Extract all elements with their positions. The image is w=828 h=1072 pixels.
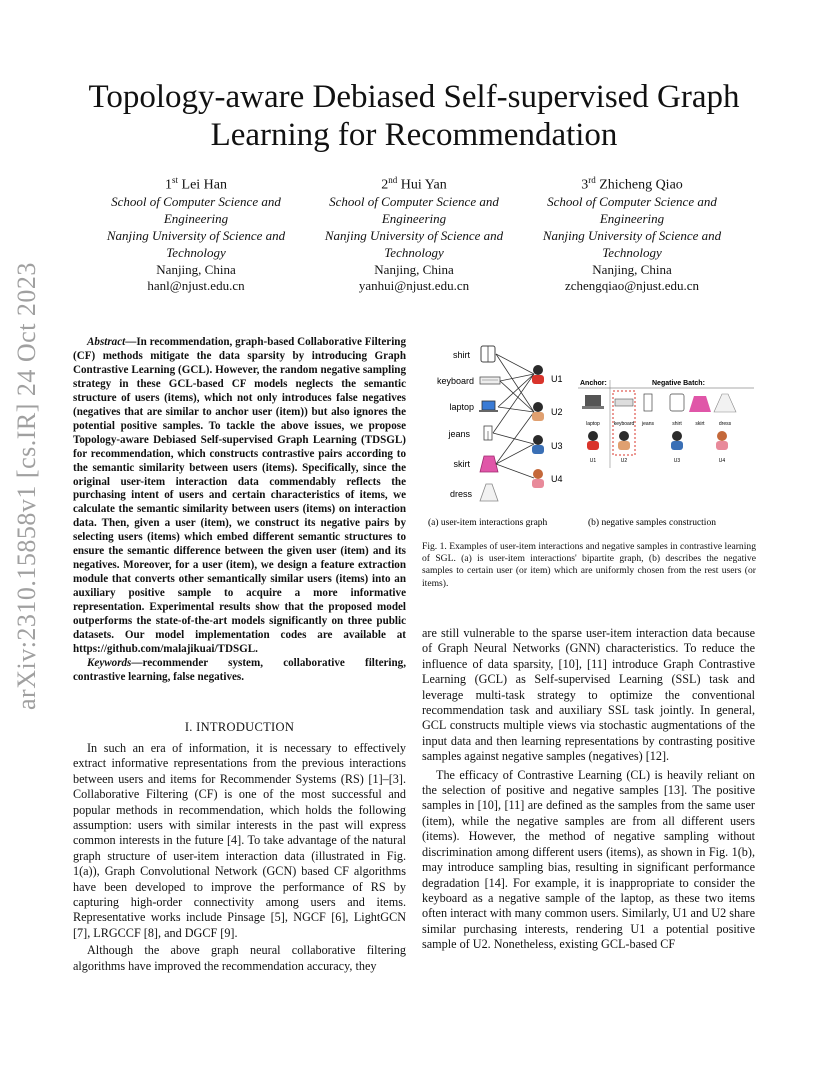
author-ordinal: 2	[381, 177, 389, 193]
author-affiliation-university: Nanjing University of Science and Technology	[324, 228, 504, 260]
author-name: Hui Yan	[400, 177, 447, 193]
abstract	[73, 336, 406, 685]
author-affiliation-school: School of Computer Science and Engineering	[111, 194, 281, 227]
skirt-icon	[689, 396, 711, 412]
author-affiliation-school: School of Computer Science and Engineering	[547, 194, 717, 227]
author-email: zchengqiao@njust.edu.cn	[565, 278, 699, 294]
item-label: shirt	[452, 350, 470, 360]
figure-1-caption: Fig. 1. Examples of user-item interactions and negative samples in contrastive learning of SGL. (a) is user-item interactions' bipartite graph, (b) describes the negative samples to certain user (or item) which are uniformly chosen from the rest users (or items).	[422, 541, 756, 589]
jeans-icon	[484, 426, 492, 440]
laptop-icon	[479, 401, 498, 412]
author-block-2	[314, 172, 514, 295]
batch-user-label: U2	[620, 458, 628, 464]
interaction-edges	[493, 354, 534, 478]
author-city: Nanjing, China	[592, 261, 672, 277]
author-ordinal: 3	[581, 177, 589, 193]
section-heading-introduction: I. INTRODUCTION	[184, 720, 295, 734]
batch-user-label: U3	[673, 458, 681, 464]
item-label: dress	[449, 489, 472, 499]
keywords-label: Keywords	[87, 656, 132, 669]
user-avatar-icon	[587, 431, 599, 450]
batch-item-label: dress	[718, 421, 732, 427]
laptop-icon	[582, 395, 604, 409]
author-affiliation-university: Nanjing University of Science and Technology	[542, 228, 722, 260]
keyboard-icon	[480, 377, 500, 384]
dress-icon	[480, 484, 498, 501]
batch-user-label: U4	[718, 458, 726, 464]
batch-item-label: laptop	[586, 421, 600, 427]
paragraph: The efficacy of Contrastive Learning (CL) is heavily reliant on the selection of positive and negative samples [13]. The positive samples in [10], [11] are defined as the samples from the same user (item), while the negative samples are from all different users (items). However, the method of negative sampling without discrimination among different users (items), as shown in Fig. 1(b), may introduce sampling bias, resulting in significant performance degradation [14]. For example, it is inappropriate to consider the keyboard as a negative sample of the laptop, as these two items often interact with many common users. Similarly, U1 and U2 share similar purchasing interests, rendering U1 a potential positive sample of U2. Nonetheless, existing GCL-based CF	[422, 767, 755, 952]
item-label: laptop	[449, 402, 474, 412]
item-label: skirt	[453, 459, 470, 469]
paper-title: Topology-aware Debiased Self-supervised Graph Learning for Recommendation	[88, 79, 740, 153]
author-email: hanl@njust.edu.cn	[147, 278, 245, 294]
shirt-icon	[481, 346, 495, 362]
batch-item-label: keyboard	[613, 421, 635, 427]
abstract-text: —In recommendation, graph-based Collaborative Filtering (CF) methods mitigate the data sparsity by introducing Graph Contrastive Learning (GCL). However, the random negative sampling strategy in these GCL-based CF models neglects the semantic structure of users (items), which not only introduces false negatives (negatives that are similar to anchor user (item)) but also ignores the potential positive samples. To tackle the above issues, we propose Topology-aware Debiased Self-supervised Graph Learning (TDSGL) for recommendation, which constructs contrastive pairs according to the semantic similarity between users (items). Specifically, since the original user-item interaction data commendably reflects the purchasing intent of users and certain characteristics of items, we calculate the semantic similarity between users (items) on interaction data. Then, given a user (item), we construct its negative pairs by selecting users (items) which embed different semantic structures to ensure the semantic difference between the given user (item) and its negatives. Moreover, for a user (item), we design a feature extraction module that converts other semantically similar users (items) into an auxiliary positive sample to acquire a more informative representation. Experimental results show that the proposed model outperforms the state-of-the-art models significantly on three public datasets. Our model implementation codes are available at https://github.com/malajikuai/TDSGL.	[73, 336, 406, 655]
skirt-icon	[480, 456, 498, 472]
jeans-icon	[644, 394, 652, 411]
subcaption-b: (b) negative samples construction	[588, 518, 716, 528]
negative-batch-label: Negative Batch:	[652, 380, 705, 387]
shirt-icon	[670, 394, 684, 411]
paragraph: Although the above graph neural collaborative filtering algorithms have improved the recommendation accuracy, they	[73, 943, 406, 973]
author-affiliation-university: Nanjing University of Science and Technology	[106, 228, 286, 260]
author-ordinal-suffix: nd	[388, 175, 398, 185]
author-affiliation-school: School of Computer Science and Engineering	[329, 194, 499, 227]
item-label: jeans	[448, 429, 470, 439]
anchor-label: Anchor:	[580, 380, 607, 387]
arxiv-side-stamp: arXiv:2310.15858v1 [cs.IR] 24 Oct 2023	[12, 262, 41, 710]
user-label: U2	[551, 407, 563, 417]
paragraph: In such an era of information, it is necessary to effectively extract informative representations from the previous interactions between users and items for Recommender Systems (RS) [1]–[3]. Collaborative Filtering (CF) is one of the most successful and popular methods in recommendation, which holds the following assumption: users with similar interests in the past will express common interests in the future [4]. To take advantage of the natural graph structure of user-item interaction data (illustrated in Fig. 1(a)), Graph Convolutional Network (GCN) based CF algorithms have been developed to improve the performance of RS by capturing high-order connectivity among users and items. Representative works include Pinsage [5], NGCF [6], LightGCN [7], LRGCCF [8], and DGCF [9].	[73, 741, 406, 940]
left-column-body	[73, 741, 406, 974]
negative-samples-panel	[578, 380, 754, 468]
author-name: Zhicheng Qiao	[599, 177, 683, 193]
user-label: U4	[551, 474, 563, 484]
author-block-1	[96, 172, 296, 295]
abstract-label: Abstract	[87, 336, 126, 348]
batch-item-label: shirt	[672, 421, 682, 427]
user-avatar-icon	[671, 431, 683, 450]
user-avatar-icon	[532, 469, 544, 488]
batch-user-label: U1	[589, 458, 597, 464]
user-label: U1	[551, 374, 563, 384]
author-ordinal: 1	[165, 177, 172, 193]
author-ordinal-suffix: st	[172, 175, 179, 185]
keyboard-icon	[615, 399, 633, 406]
right-column-body	[422, 626, 755, 953]
user-label: U3	[551, 441, 563, 451]
author-ordinal-suffix: rd	[588, 175, 596, 185]
dress-icon	[714, 394, 736, 412]
item-label: keyboard	[436, 376, 474, 386]
batch-item-label: skirt	[695, 421, 705, 427]
user-avatar-icon	[618, 431, 630, 450]
figure-1	[422, 336, 758, 536]
paragraph: are still vulnerable to the sparse user-item interaction data because of Graph Neural Networks (GNN) characteristics. To reduce the influence of data sparsity, [10], [11] introduce Graph Contrastive Learning (GCL) as Self-supervised Learning (SSL) task and leverage multi-task strategy to optimize the conventional recommendation task and auxiliary SSL task jointly. In general, GCL constructs multiple views via stochastic augmentations of the input data and then learning representations by contrasting positive samples against negative samples (negatives) [12].	[422, 626, 755, 764]
author-email: yanhui@njust.edu.cn	[358, 278, 470, 294]
author-block-3	[532, 172, 732, 295]
batch-item-label: jeans	[642, 421, 654, 427]
author-name: Lei Han	[181, 177, 227, 193]
author-city: Nanjing, China	[374, 261, 454, 277]
subcaption-a: (a) user-item interactions graph	[428, 518, 548, 528]
bipartite-graph-panel	[437, 346, 563, 501]
author-city: Nanjing, China	[156, 261, 236, 277]
figure-1-graphic	[422, 336, 758, 536]
user-avatar-icon	[716, 431, 728, 450]
keywords-text: —recommender system, collaborative filtering, contrastive learning, false negatives.	[73, 656, 406, 683]
